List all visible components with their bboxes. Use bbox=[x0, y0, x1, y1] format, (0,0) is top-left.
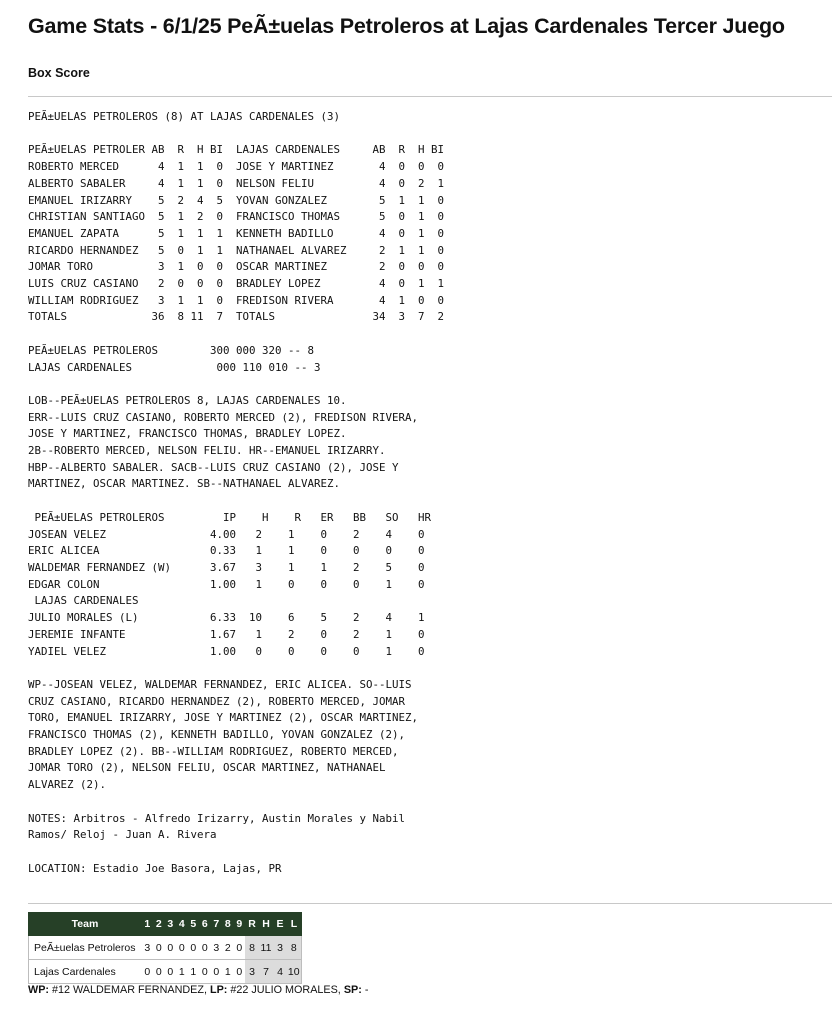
errors-total: 3 bbox=[273, 936, 287, 960]
inning-header: 9 bbox=[234, 913, 246, 936]
hits-total: 11 bbox=[259, 936, 273, 960]
inning-score: 0 bbox=[199, 936, 211, 960]
sp-value: - bbox=[364, 984, 369, 996]
inning-header: 7 bbox=[211, 913, 223, 936]
inning-score: 3 bbox=[142, 936, 154, 960]
inning-score: 0 bbox=[199, 960, 211, 984]
linescore-row bbox=[29, 936, 302, 960]
totals-header: H bbox=[259, 913, 273, 936]
wp-value: #12 WALDEMAR FERNANDEZ, bbox=[52, 984, 207, 996]
inning-score: 0 bbox=[234, 960, 246, 984]
inning-score: 1 bbox=[222, 960, 234, 984]
divider bbox=[28, 903, 832, 904]
inning-score: 0 bbox=[153, 936, 165, 960]
inning-score: 0 bbox=[176, 936, 188, 960]
inning-score: 0 bbox=[165, 936, 177, 960]
inning-score: 0 bbox=[142, 960, 154, 984]
linescore-row bbox=[29, 960, 302, 984]
inning-score: 0 bbox=[211, 960, 223, 984]
linescore-header-row bbox=[29, 913, 302, 936]
inning-score: 0 bbox=[165, 960, 177, 984]
lob-total: 8 bbox=[287, 936, 301, 960]
inning-header: 5 bbox=[188, 913, 200, 936]
inning-score: 0 bbox=[153, 960, 165, 984]
inning-score: 2 bbox=[222, 936, 234, 960]
lob-total: 10 bbox=[287, 960, 301, 984]
totals-header: R bbox=[245, 913, 259, 936]
linescore-table bbox=[28, 912, 302, 984]
inning-header: 2 bbox=[153, 913, 165, 936]
lp-label: LP: bbox=[209, 984, 228, 996]
inning-score: 0 bbox=[188, 936, 200, 960]
lp-value: #22 JULIO MORALES, bbox=[230, 984, 341, 996]
team-header: Team bbox=[29, 913, 142, 936]
team-name: Lajas Cardenales bbox=[29, 960, 142, 984]
team-name: PeÃ±uelas Petroleros bbox=[29, 936, 142, 960]
sp-label: SP: bbox=[343, 984, 362, 996]
inning-score: 1 bbox=[188, 960, 200, 984]
totals-header: E bbox=[273, 913, 287, 936]
hits-total: 7 bbox=[259, 960, 273, 984]
box-score-text: PEÃ±UELAS PETROLEROS (8) AT LAJAS CARDENALES (3) PEÃ±UELAS PETROLER AB R H BI LAJAS CARDENALES AB R H BI ROBERTO MERCED 4 1 1 0 JOSE Y MARTINEZ 4 0 0 0 ALBERTO SABALER 4 1 1 0 NELSON FELIU 4 0 2 1 EMANUEL IRIZARRY 5 2 4 5 YOVAN GONZALEZ 5 1 1 0 CHRISTIAN SANTIAGO 5 1 2 0 FRANCISCO THOMAS 5 0 1 0 EMANUEL ZAPATA 5 1 1 1 KENNETH BADILLO 4 0 1 0 RICARDO HERNANDEZ 5 0 1 1 NATHANAEL ALVAREZ 2 1 1 0 JOMAR TORO 3 1 0 0 OSCAR MARTINEZ 2 0 0 0 LUIS CRUZ CASIANO 2 0 0 0 BRADLEY LOPEZ 4 0 1 1 WILLIAM RODRIGUEZ 3 1 1 0 FREDISON RIVERA 4 1 0 0 TOTALS 36 8 11 7 TOTALS 34 3 7 2 PEÃ±UELAS PETROLEROS 300 000 320 -- 8 LAJAS CARDENALES 000 110 010 -- 3 LOB--PEÃ±UELAS PETROLEROS 8, LAJAS CARDENALES 10. ERR--LUIS CRUZ CASIANO, ROBERTO MERCED (2), FREDISON RIVERA, JOSE Y MARTINEZ, FRANCISCO THOMAS, BRADLEY LOPEZ. 2B--ROBERTO MERCED, NELSON FELIU. HR--EMANUEL IRIZARRY. HBP--ALBERTO SABALER. SACB--LUIS CRUZ CASIANO (2), JOSE Y MARTINEZ, OSCAR MARTINEZ. SB--NATHANAEL ALVAREZ. PEÃ±UELAS PETROLEROS IP H R ER BB SO HR JOSEAN VELEZ 4.00 2 1 0 2 4 0 ERIC ALICEA 0.33 1 1 0 0 0 0 WALDEMAR FERNANDEZ (W) 3.67 3 1 1 2 5 0 EDGAR COLON 1.00 1 0 0 0 1 0 LAJAS CARDENALES JULIO MORALES (L) 6.33 10 6 5 2 4 1 JEREMIE INFANTE 1.67 1 2 0 2 1 0 YADIEL VELEZ 1.00 0 0 0 0 1 0 WP--JOSEAN VELEZ, WALDEMAR FERNANDEZ, ERIC ALICEA. SO--LUIS CRUZ CASIANO, RICARDO HERNANDEZ (2), ROBERTO MERCED, JOMAR TORO, EMANUEL IRIZARRY, JOSE Y MARTINEZ (2), OSCAR MARTINEZ, FRANCISCO THOMAS (2), KENNETH BADILLO, YOVAN GONZALEZ (2), BRADLEY LOPEZ (2). BB--WILLIAM RODRIGUEZ, ROBERTO MERCED, JOMAR TORO (2), NELSON FELIU, OSCAR MARTINEZ, NATHANAEL ALVAREZ (2). NOTES: Arbitros - Alfredo Irizarry, Austin Morales y Nabil Ramos/ Reloj - Juan A. Rivera LOCATION: Estadio Joe Basora, Lajas, PR bbox=[28, 110, 445, 875]
inning-header: 6 bbox=[199, 913, 211, 936]
inning-score: 3 bbox=[211, 936, 223, 960]
wp-label: WP: bbox=[28, 984, 49, 996]
pitching-decisions bbox=[28, 984, 368, 996]
inning-score: 0 bbox=[234, 936, 246, 960]
totals-header: L bbox=[287, 913, 301, 936]
divider bbox=[28, 96, 832, 97]
inning-header: 8 bbox=[222, 913, 234, 936]
inning-score: 1 bbox=[176, 960, 188, 984]
page-title: Game Stats - 6/1/25 PeÃ±uelas Petroleros at Lajas Cardenales Tercer Juego bbox=[28, 14, 785, 38]
inning-header: 3 bbox=[165, 913, 177, 936]
errors-total: 4 bbox=[273, 960, 287, 984]
box-score-subtitle: Box Score bbox=[28, 66, 90, 80]
runs-total: 3 bbox=[245, 960, 259, 984]
inning-header: 1 bbox=[142, 913, 154, 936]
runs-total: 8 bbox=[245, 936, 259, 960]
inning-header: 4 bbox=[176, 913, 188, 936]
